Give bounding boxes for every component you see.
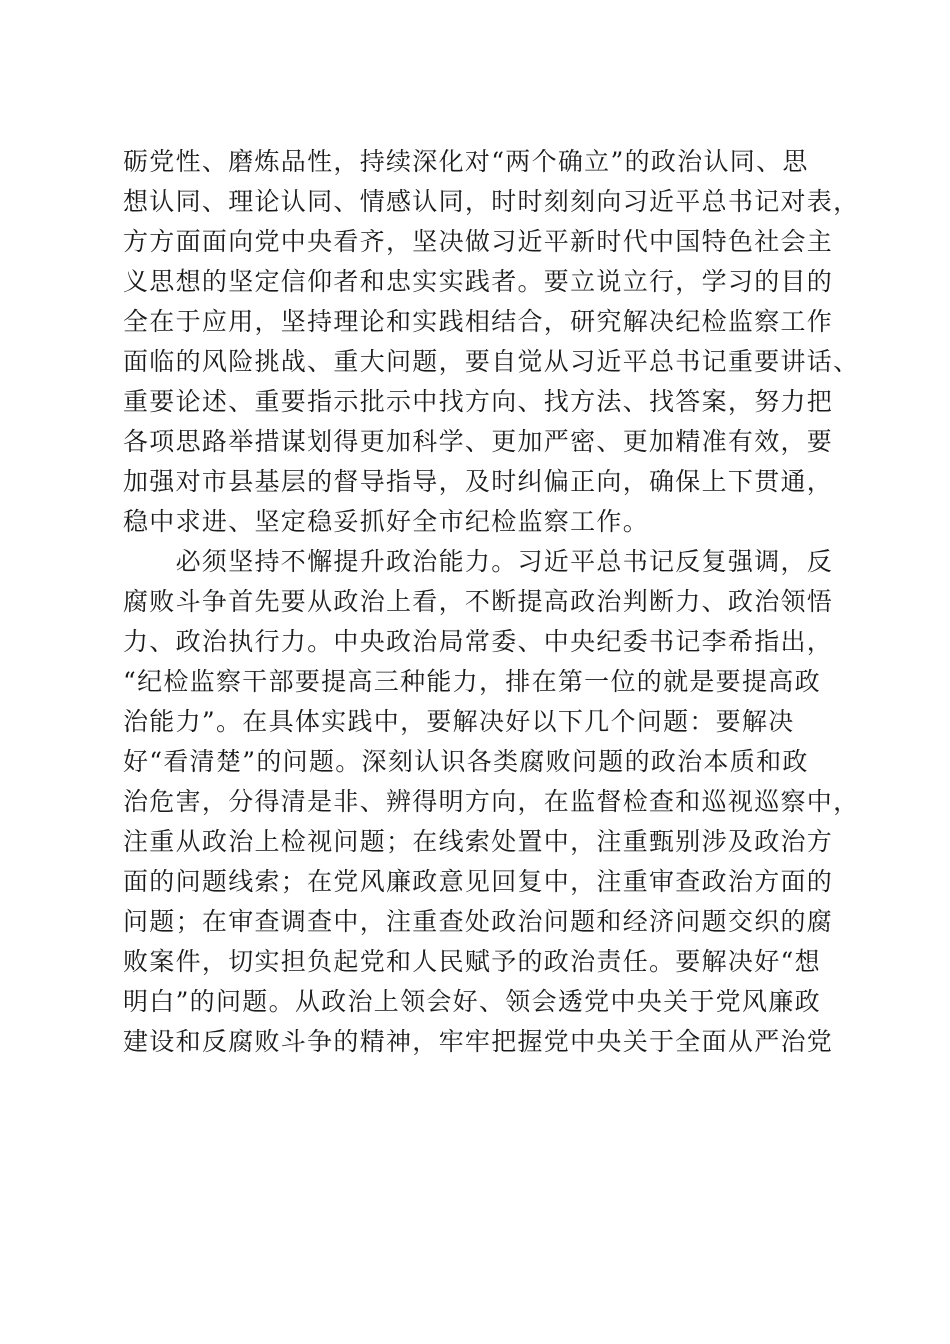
text-line: 建设和反腐败斗争的精神，牢牢把握党中央关于全面从严治党 — [123, 1027, 834, 1056]
text-line: 加强对市县基层的督导指导，及时纠偏正向，确保上下贯通， — [123, 467, 834, 496]
text-line: 全在于应用，坚持理论和实践相结合，研究解决纪检监察工作 — [123, 307, 834, 336]
text-line: 各项思路举措谋划得更加科学、更加严密、更加精准有效，要 — [123, 427, 834, 456]
text-line: 问题；在审查调查中，注重查处政治问题和经济问题交织的腐 — [123, 907, 834, 936]
text-line: 败案件，切实担负起党和人民赋予的政治责任。要解决好“想 — [123, 947, 821, 976]
body-text — [123, 142, 860, 1062]
text-line: 义思想的坚定信仰者和忠实实践者。要立说立行，学习的目的 — [123, 267, 834, 296]
text-line: 稳中求进、坚定稳妥抓好全市纪检监察工作。 — [123, 507, 650, 536]
text-line: 面临的风险挑战、重大问题，要自觉从习近平总书记重要讲话、 — [123, 347, 860, 376]
text-line: 想认同、理论认同、情感认同，时时刻刻向习近平总书记对表， — [123, 187, 860, 216]
text-line: 好“看清楚”的问题。深刻认识各类腐败问题的政治本质和政 — [123, 747, 809, 776]
text-line: 治危害，分得清是非、辨得明方向，在监督检查和巡视巡察中， — [123, 787, 860, 816]
text-line: 砺党性、磨炼品性，持续深化对“两个确立”的政治认同、思 — [123, 147, 809, 176]
text-line: 力、政治执行力。中央政治局常委、中央纪委书记李希指出， — [123, 627, 834, 656]
text-line: “纪检监察干部要提高三种能力，排在第一位的就是要提高政 — [123, 667, 821, 696]
text-line: 明白”的问题。从政治上领会好、领会透党中央关于党风廉政 — [123, 987, 821, 1016]
text-line: 面的问题线索；在党风廉政意见回复中，注重审查政治方面的 — [123, 867, 834, 896]
text-line: 治能力”。在具体实践中，要解决好以下几个问题：要解决 — [123, 707, 795, 736]
text-line: 注重从政治上检视问题；在线索处置中，注重甄别涉及政治方 — [123, 827, 834, 856]
text-line: 方方面面向党中央看齐，坚决做习近平新时代中国特色社会主 — [123, 227, 834, 256]
text-line: 重要论述、重要指示批示中找方向、找方法、找答案，努力把 — [123, 387, 834, 416]
text-line: 腐败斗争首先要从政治上看，不断提高政治判断力、政治领悟 — [123, 587, 834, 616]
text-line: 必须坚持不懈提升政治能力。习近平总书记反复强调，反 — [123, 547, 834, 576]
